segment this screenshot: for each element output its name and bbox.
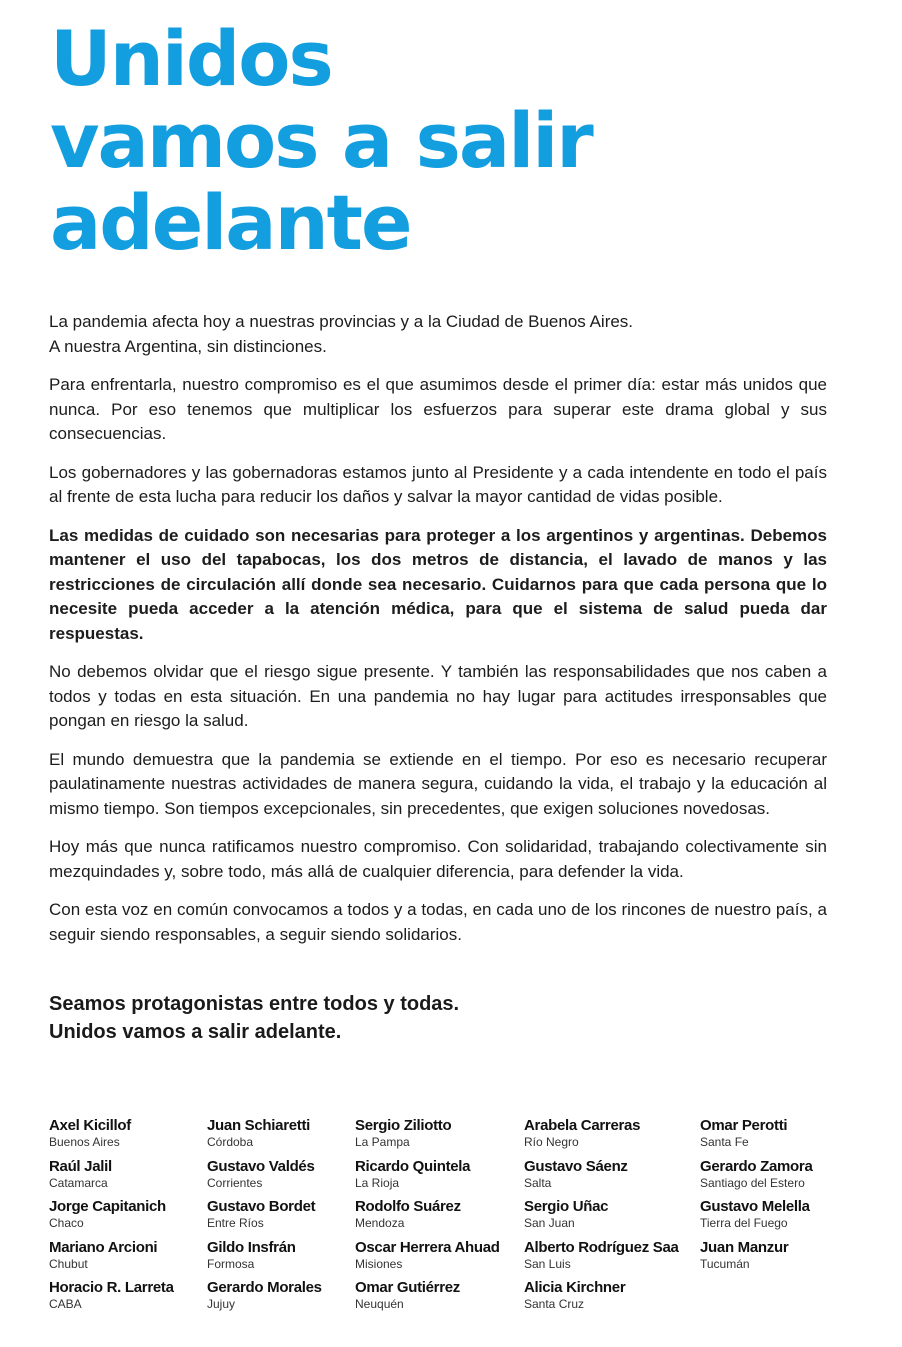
signer bbox=[700, 1157, 813, 1198]
paragraph-8: Con esta voz en común convocamos a todos y a todas, en cada uno de los rincones de nuestro país, a seguir siendo responsables, a seguir siendo solidarios. bbox=[49, 900, 827, 944]
signer-name: Gustavo Sáenz bbox=[524, 1157, 628, 1175]
signer bbox=[207, 1278, 322, 1319]
signer-province: Santa Cruz bbox=[524, 1297, 585, 1311]
paragraph-7: Hoy más que nunca ratificamos nuestro compromiso. Con solidaridad, trabajando colectivamente sin mezquindades y, sobre todo, más allá de cualquier diferencia, para defender la vida. bbox=[49, 837, 827, 881]
signer bbox=[524, 1116, 679, 1157]
signer-province: Chaco bbox=[49, 1216, 84, 1230]
signer-province: Tucumán bbox=[700, 1256, 750, 1271]
signer bbox=[524, 1157, 679, 1198]
signer-name: Sergio Ziliotto bbox=[355, 1117, 452, 1134]
signer-name: Gustavo Melella bbox=[700, 1198, 810, 1215]
signer-name: Ricardo Quintela bbox=[355, 1157, 471, 1175]
signer bbox=[355, 1197, 500, 1238]
signer-name: Omar Gutiérrez bbox=[355, 1279, 461, 1296]
signer bbox=[207, 1157, 322, 1198]
signer-name: Gildo Insfrán bbox=[207, 1238, 296, 1256]
signer bbox=[700, 1197, 813, 1238]
signer-province: La Pampa bbox=[355, 1135, 410, 1149]
signer-name: Gustavo Valdés bbox=[207, 1157, 315, 1175]
paragraph-2: Para enfrentarla, nuestro compromiso es el que asumimos desde el primer día: estar más unidos que nunca. Por eso tenemos que multiplicar los esfuerzos para superar este drama global y sus consecuencias. bbox=[49, 375, 827, 443]
signer bbox=[207, 1238, 322, 1279]
signer-name: Alicia Kirchner bbox=[524, 1279, 626, 1296]
signer-province: CABA bbox=[49, 1297, 82, 1311]
signer bbox=[49, 1116, 174, 1157]
signer-province: Salta bbox=[524, 1175, 552, 1190]
signer-name: Gerardo Zamora bbox=[700, 1157, 813, 1175]
signer bbox=[355, 1238, 500, 1279]
page-title bbox=[50, 14, 592, 267]
signer bbox=[355, 1157, 500, 1198]
signer-province: San Luis bbox=[524, 1256, 571, 1271]
paragraph-6: El mundo demuestra que la pandemia se extiende en el tiempo. Por eso es necesario recuperar paulatinamente nuestras actividades de manera segura, cuidando la vida, el trabajo y la educación al mismo tiempo. Son tiempos excepcionales, sin precedentes, que exigen soluciones novedosas. bbox=[49, 749, 827, 818]
signer-name: Arabela Carreras bbox=[524, 1117, 641, 1134]
signer-province: Jujuy bbox=[207, 1297, 236, 1311]
paragraph-1-line-1: La pandemia afecta hoy a nuestras provincias y a la Ciudad de Buenos Aires. bbox=[49, 312, 634, 331]
paragraph-1-line-2: A nuestra Argentina, sin distinciones. bbox=[49, 336, 327, 356]
signer-province: Chubut bbox=[49, 1256, 88, 1271]
signer bbox=[49, 1278, 174, 1319]
paragraph-5: No debemos olvidar que el riesgo sigue presente. Y también las responsabilidades que nos caben a todos y todas en esta situación. En una pandemia no hay lugar para actitudes irresponsables que pongan en riesgo la salud. bbox=[49, 662, 827, 730]
signer bbox=[524, 1197, 679, 1238]
letter-body bbox=[49, 310, 827, 961]
signer-province: Formosa bbox=[207, 1256, 255, 1271]
signer bbox=[524, 1238, 679, 1279]
signer-province: Misiones bbox=[355, 1256, 403, 1271]
signers-column-5 bbox=[700, 1116, 813, 1278]
paragraph-1 bbox=[49, 310, 827, 359]
signer-name: Raúl Jalil bbox=[49, 1157, 112, 1175]
signer-province: La Rioja bbox=[355, 1175, 400, 1190]
signer-province: Buenos Aires bbox=[49, 1135, 120, 1149]
closing-statement bbox=[49, 990, 459, 1046]
signer bbox=[49, 1197, 174, 1238]
paragraph-3: Los gobernadores y las gobernadoras estamos junto al Presidente y a cada intendente en todo el país al frente de esta lucha para reducir los daños y salvar la mayor cantidad de vidas posible. bbox=[49, 462, 827, 506]
signer bbox=[49, 1157, 174, 1198]
signer-name: Juan Schiaretti bbox=[207, 1117, 311, 1134]
signer-province: Mendoza bbox=[355, 1216, 405, 1230]
signer bbox=[700, 1238, 813, 1279]
signer-name: Axel Kicillof bbox=[49, 1117, 131, 1134]
signer-province: Córdoba bbox=[207, 1135, 254, 1149]
signer bbox=[49, 1238, 174, 1279]
signer bbox=[700, 1116, 813, 1157]
signers-column-3 bbox=[355, 1116, 500, 1319]
signer bbox=[207, 1116, 322, 1157]
signer-name: Rodolfo Suárez bbox=[355, 1198, 461, 1215]
signer-name: Gerardo Morales bbox=[207, 1279, 322, 1296]
signers-column-1 bbox=[49, 1116, 174, 1319]
signer-name: Sergio Uñac bbox=[524, 1198, 609, 1215]
signer-name: Omar Perotti bbox=[700, 1117, 788, 1134]
signer-name: Alberto Rodríguez Saa bbox=[524, 1238, 679, 1256]
signer-name: Juan Manzur bbox=[700, 1238, 789, 1256]
signer-province: Catamarca bbox=[49, 1175, 108, 1190]
closing-line-1: Seamos protagonistas entre todos y todas. bbox=[49, 993, 460, 1015]
signer bbox=[355, 1116, 500, 1157]
signer-name: Gustavo Bordet bbox=[207, 1198, 316, 1215]
signer-province: Entre Ríos bbox=[207, 1216, 264, 1230]
signer bbox=[355, 1278, 500, 1319]
signer-province: Río Negro bbox=[524, 1135, 579, 1149]
signer-name: Mariano Arcioni bbox=[49, 1238, 158, 1256]
signer-province: Santiago del Estero bbox=[700, 1175, 805, 1190]
paragraph-4-emphasis: Las medidas de cuidado son necesarias para proteger a los argentinos y argentinas. Debemos mantener el uso del tapabocas, los dos metros de distancia, el lavado de manos y las restricciones de circulación allí donde sea necesario. Cuidarnos para que cada persona que lo necesite pueda acceder a la atención médica, para que el sistema de salud pueda dar respuestas. bbox=[49, 525, 827, 643]
signer-province: Corrientes bbox=[207, 1175, 263, 1190]
title-line-3: adelante bbox=[50, 178, 411, 267]
signers-column-4 bbox=[524, 1116, 679, 1319]
title-line-1: Unidos bbox=[50, 14, 332, 103]
signer-name: Oscar Herrera Ahuad bbox=[355, 1238, 500, 1256]
signer bbox=[524, 1278, 679, 1319]
closing-line-2: Unidos vamos a salir adelante. bbox=[49, 1021, 342, 1043]
title-line-2: vamos a salir bbox=[50, 96, 592, 185]
signers-column-2 bbox=[207, 1116, 322, 1319]
signer-province: Neuquén bbox=[355, 1297, 404, 1311]
signer bbox=[207, 1197, 322, 1238]
signer-province: San Juan bbox=[524, 1216, 575, 1230]
signer-name: Horacio R. Larreta bbox=[49, 1279, 174, 1296]
signer-name: Jorge Capitanich bbox=[49, 1198, 166, 1215]
signer-province: Santa Fe bbox=[700, 1135, 749, 1149]
signer-province: Tierra del Fuego bbox=[700, 1216, 788, 1230]
